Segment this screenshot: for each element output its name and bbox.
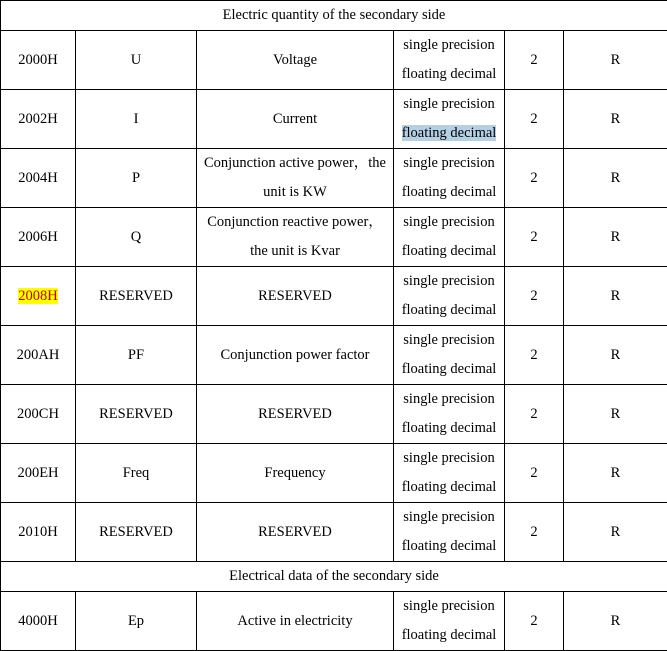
register-symbol: U xyxy=(76,31,197,90)
table-row xyxy=(1,208,667,267)
register-access: R xyxy=(564,90,667,149)
register-symbol: RESERVED xyxy=(76,267,197,326)
section-header-row xyxy=(1,1,667,31)
register-data-type: single precision floating decimal xyxy=(394,503,505,562)
register-size: 2 xyxy=(505,592,564,651)
register-address xyxy=(1,267,76,326)
register-size: 2 xyxy=(505,149,564,208)
register-description: RESERVED xyxy=(197,503,394,562)
register-data-type: single precision floating decimal xyxy=(394,267,505,326)
register-size: 2 xyxy=(505,503,564,562)
register-symbol: I xyxy=(76,90,197,149)
register-access: R xyxy=(564,208,667,267)
register-address: 2000H xyxy=(1,31,76,90)
register-data-type: single precision floating decimal xyxy=(394,385,505,444)
register-size: 2 xyxy=(505,267,564,326)
table-row xyxy=(1,444,667,503)
register-description: Conjunction power factor xyxy=(197,326,394,385)
register-size: 2 xyxy=(505,385,564,444)
table-row xyxy=(1,503,667,562)
table-row xyxy=(1,385,667,444)
table-row xyxy=(1,149,667,208)
table-row xyxy=(1,267,667,326)
register-access: R xyxy=(564,149,667,208)
register-access: R xyxy=(564,31,667,90)
register-symbol: RESERVED xyxy=(76,503,197,562)
register-symbol: Q xyxy=(76,208,197,267)
selected-text[interactable]: floating decimal xyxy=(402,125,497,141)
register-address: 2002H xyxy=(1,90,76,149)
register-data-type: single precision floating decimal xyxy=(394,149,505,208)
register-access: R xyxy=(564,326,667,385)
table-row xyxy=(1,326,667,385)
table-row xyxy=(1,90,667,149)
register-access: R xyxy=(564,267,667,326)
register-description: RESERVED xyxy=(197,267,394,326)
register-data-type: single precision floating decimal xyxy=(394,208,505,267)
register-symbol: RESERVED xyxy=(76,385,197,444)
register-size: 2 xyxy=(505,208,564,267)
register-data-type: single precision floating decimal xyxy=(394,444,505,503)
register-size: 2 xyxy=(505,90,564,149)
register-access: R xyxy=(564,592,667,651)
register-access: R xyxy=(564,503,667,562)
register-address: 200AH xyxy=(1,326,76,385)
register-data-type: single precision floating decimal xyxy=(394,90,505,149)
register-address: 2004H xyxy=(1,149,76,208)
section-title: Electric quantity of the secondary side xyxy=(1,1,667,31)
register-address: 200CH xyxy=(1,385,76,444)
register-address: 2006H xyxy=(1,208,76,267)
register-description: Conjunction active power，the unit is KW xyxy=(197,149,394,208)
register-description: Frequency xyxy=(197,444,394,503)
register-symbol: PF xyxy=(76,326,197,385)
highlighted-address[interactable]: 2008H xyxy=(18,288,57,304)
section-title: Electrical data of the secondary side xyxy=(1,562,667,592)
register-size: 2 xyxy=(505,444,564,503)
register-description: Voltage xyxy=(197,31,394,90)
register-description: RESERVED xyxy=(197,385,394,444)
register-symbol: Ep xyxy=(76,592,197,651)
register-size: 2 xyxy=(505,326,564,385)
register-symbol: Freq xyxy=(76,444,197,503)
register-description: Current xyxy=(197,90,394,149)
table-row xyxy=(1,592,667,651)
register-description: Conjunction reactive power， the unit is Kvar xyxy=(197,208,394,267)
register-size: 2 xyxy=(505,31,564,90)
register-address: 200EH xyxy=(1,444,76,503)
register-symbol: P xyxy=(76,149,197,208)
register-address: 4000H xyxy=(1,592,76,651)
register-address: 2010H xyxy=(1,503,76,562)
register-description: Active in electricity xyxy=(197,592,394,651)
section-header-row xyxy=(1,562,667,592)
register-access: R xyxy=(564,385,667,444)
table-row xyxy=(1,31,667,90)
register-data-type: single precision floating decimal xyxy=(394,326,505,385)
register-access: R xyxy=(564,444,667,503)
register-data-type: single precision floating decimal xyxy=(394,31,505,90)
register-data-type: single precision floating decimal xyxy=(394,592,505,651)
